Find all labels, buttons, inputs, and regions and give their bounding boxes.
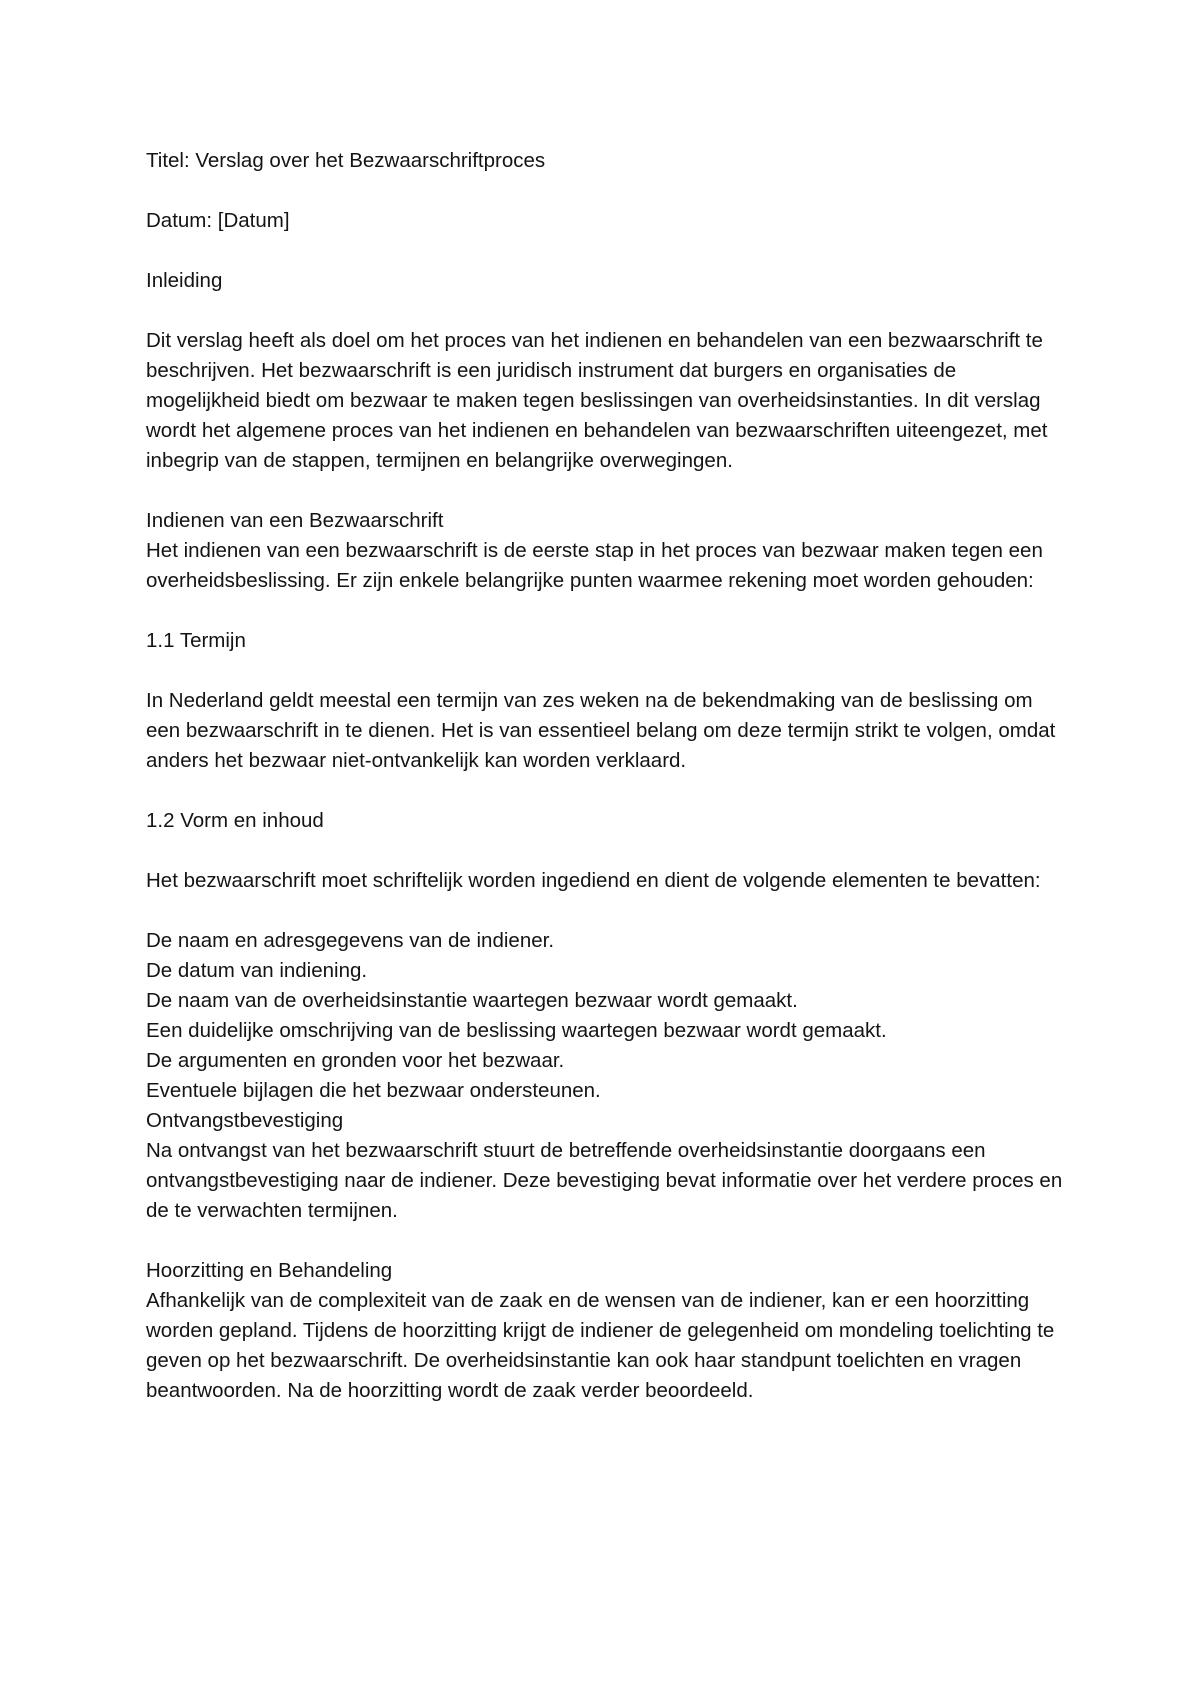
list-item: De datum van indiening. xyxy=(146,959,368,982)
list-item: De naam van de overheidsinstantie waartegen bezwaar wordt gemaakt. xyxy=(146,989,798,1012)
receipt-paragraph: Na ontvangst van het bezwaarschrift stuurt de betreffende overheidsinstantie doorgaans een ontvangstbevestiging naar de indiener. Deze bevestiging bevat informatie over het verdere proces en de te verwachten termijnen. xyxy=(146,1139,1063,1222)
submit-paragraph: Het indienen van een bezwaarschrift is de eerste stap in het proces van bezwaar maken tegen een overheidsbeslissing. Er zijn enkele belangrijke punten waarmee rekening moet worden gehouden: xyxy=(146,539,1043,592)
document-date: Datum: [Datum] xyxy=(146,209,290,232)
list-item: Een duidelijke omschrijving van de beslissing waartegen bezwaar wordt gemaakt. xyxy=(146,1019,887,1042)
hearing-paragraph: Afhankelijk van de complexiteit van de zaak en de wensen van de indiener, kan er een hoorzitting worden gepland. Tijdens de hoorzitting krijgt de indiener de gelegenheid om mondeling toelichting te geven op het bezwaarschrift. De overheidsinstantie kan ook haar standpunt toelichten en vragen beantwoorden. Na de hoorzitting wordt de zaak verder beoordeeld. xyxy=(146,1289,1055,1402)
term-heading: 1.1 Termijn xyxy=(146,629,246,652)
list-item: De argumenten en gronden voor het bezwaar. xyxy=(146,1049,565,1072)
document-title: Titel: Verslag over het Bezwaarschriftproces xyxy=(146,149,546,172)
form-paragraph: Het bezwaarschrift moet schriftelijk worden ingediend en dient de volgende elementen te bevatten: xyxy=(146,869,1041,892)
form-heading: 1.2 Vorm en inhoud xyxy=(146,809,324,832)
intro-paragraph: Dit verslag heeft als doel om het proces van het indienen en behandelen van een bezwaarschrift te beschrijven. Het bezwaarschrift is een juridisch instrument dat burgers en organisaties de mogelijkheid biedt om bezwaar te maken tegen beslissingen van overheidsinstanties. In dit verslag wordt het algemene proces van het indienen en behandelen van bezwaarschriften uiteengezet, met inbegrip van de stappen, termijnen en belangrijke overwegingen. xyxy=(146,329,1048,472)
document-body xyxy=(146,146,1066,1406)
term-paragraph: In Nederland geldt meestal een termijn van zes weken na de bekendmaking van de beslissing om een bezwaarschrift in te dienen. Het is van essentieel belang om deze termijn strikt te volgen, omdat anders het bezwaar niet-ontvankelijk kan worden verklaard. xyxy=(146,689,1056,772)
hearing-heading: Hoorzitting en Behandeling xyxy=(146,1259,393,1282)
receipt-heading: Ontvangstbevestiging xyxy=(146,1109,344,1132)
form-elements-list xyxy=(146,926,1066,1106)
intro-heading: Inleiding xyxy=(146,269,223,292)
list-item: Eventuele bijlagen die het bezwaar ondersteunen. xyxy=(146,1079,601,1102)
submit-heading: Indienen van een Bezwaarschrift xyxy=(146,509,444,532)
list-item: De naam en adresgegevens van de indiener. xyxy=(146,929,555,952)
